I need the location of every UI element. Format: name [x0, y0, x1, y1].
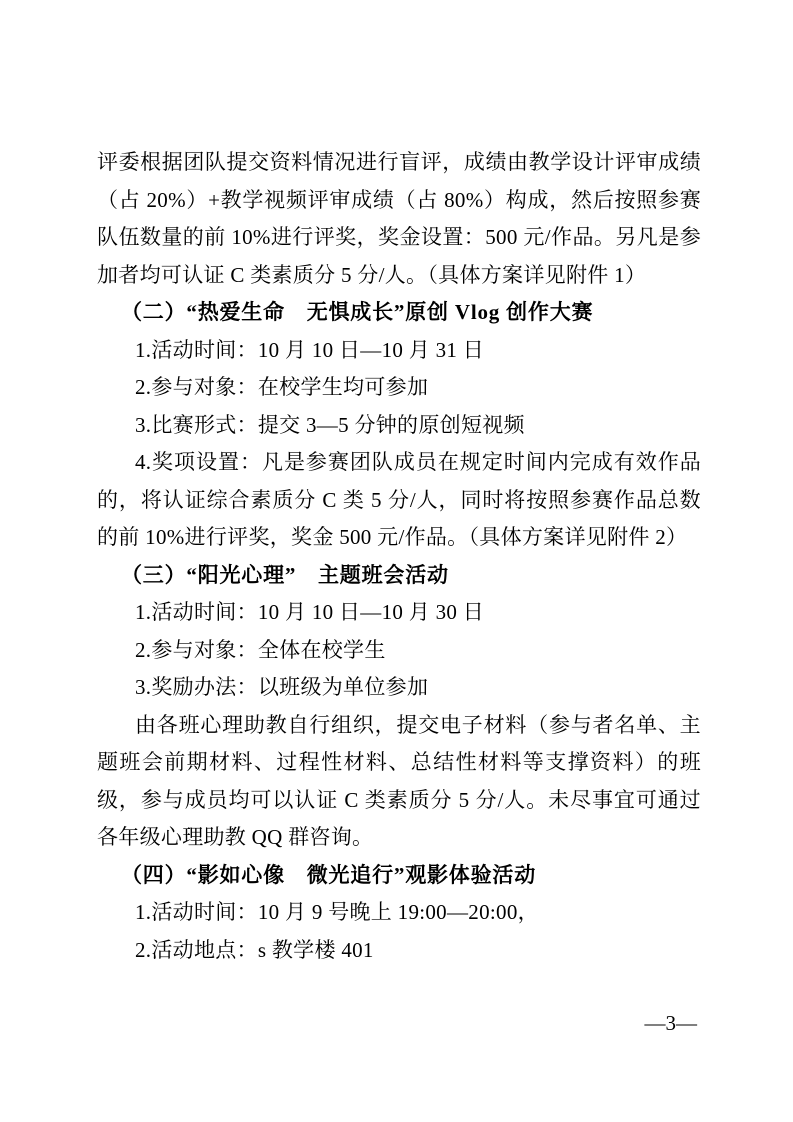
list-item: 1.活动时间：10 月 9 号晚上 19:00—20:00， [135, 900, 539, 924]
list-item: 3.比赛形式：提交 3—5 分钟的原创短视频 [135, 412, 525, 437]
paragraph: 4.奖项设置：凡是参赛团队成员在规定时间内完成有效作品的，将认证综合素质分 C 类 5 分/人，同时将按照参赛作品总数的前 10%进行评奖，奖金 500 元/作品。（具体方案详见附件 2） [97, 450, 701, 549]
page-number: —3— [644, 1011, 697, 1035]
list-item: 3.奖励办法：以班级为单位参加 [135, 675, 429, 699]
list-item: 1.活动时间：10 月 10 日—10 月 31 日 [135, 337, 485, 362]
section-heading-3: （三）“阳光心理” 主题班会活动 [121, 562, 449, 587]
paragraph: 由各班心理助教自行组织，提交电子材料（参与者名单、主题班会前期材料、过程性材料、总结性材料等支撑资料）的班级，参与成员均可以认证 C 类素质分 5 分/人。未尽事宜可通过各年级心理助教 QQ 群咨询。 [97, 712, 701, 849]
list-item: 2.参与对象：在校学生均可参加 [135, 375, 429, 399]
list-item: 2.参与对象：全体在校学生 [135, 637, 386, 662]
section-heading-2: （二）“热爱生命 无惧成长”原创 Vlog 创作大赛 [121, 300, 594, 324]
document-body [97, 144, 701, 969]
list-item: 2.活动地点：s 教学楼 401 [135, 937, 374, 962]
section-heading-4: （四）“影如心像 微光追行”观影体验活动 [121, 862, 536, 887]
list-item: 1.活动时间：10 月 10 日—10 月 30 日 [135, 600, 485, 624]
paragraph: 评委根据团队提交资料情况进行盲评，成绩由教学设计评审成绩（占 20%）+教学视频评审成绩（占 80%）构成，然后按照参赛队伍数量的前 10%进行评奖，奖金设置：500 元/作品。另凡是参加者均可认证 C 类素质分 5 分/人。（具体方案详见附件 1） [97, 150, 701, 287]
